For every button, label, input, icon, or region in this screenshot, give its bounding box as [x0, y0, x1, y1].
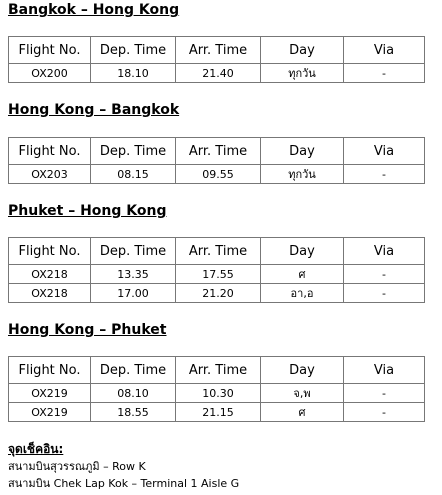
header-flight-no: Flight No. [9, 238, 91, 265]
header-dep-time: Dep. Time [91, 357, 176, 384]
cell-dep-time: 08.15 [91, 165, 176, 184]
table-row [9, 284, 425, 303]
cell-dep-time: 13.35 [91, 265, 176, 284]
cell-flight-no: OX218 [9, 265, 91, 284]
cell-dep-time: 17.00 [91, 284, 176, 303]
header-dep-time: Dep. Time [91, 238, 176, 265]
cell-via: - [344, 284, 425, 303]
cell-via: - [344, 265, 425, 284]
checkin-info [8, 441, 239, 492]
route-title: Hong Kong – Bangkok [8, 102, 180, 118]
schedule-table [8, 137, 425, 184]
cell-flight-no: OX200 [9, 64, 91, 83]
cell-day: ศ [261, 265, 344, 284]
header-arr-time: Arr. Time [176, 37, 261, 64]
header-via: Via [344, 357, 425, 384]
table-header-row [9, 238, 425, 265]
header-arr-time: Arr. Time [176, 238, 261, 265]
header-flight-no: Flight No. [9, 37, 91, 64]
schedule-table [8, 237, 425, 303]
table-row [9, 165, 425, 184]
header-dep-time: Dep. Time [91, 37, 176, 64]
cell-day: ทุกวัน [261, 64, 344, 83]
table-header-row [9, 138, 425, 165]
header-flight-no: Flight No. [9, 357, 91, 384]
route-title: Bangkok – Hong Kong [8, 2, 180, 18]
header-arr-time: Arr. Time [176, 138, 261, 165]
cell-flight-no: OX219 [9, 384, 91, 403]
header-day: Day [261, 357, 344, 384]
cell-dep-time: 18.55 [91, 403, 176, 422]
header-via: Via [344, 238, 425, 265]
route-title: Phuket – Hong Kong [8, 203, 167, 219]
route-title: Hong Kong – Phuket [8, 322, 167, 338]
cell-arr-time: 21.20 [176, 284, 261, 303]
cell-via: - [344, 165, 425, 184]
table-row [9, 384, 425, 403]
cell-flight-no: OX218 [9, 284, 91, 303]
header-day: Day [261, 37, 344, 64]
cell-day: ทุกวัน [261, 165, 344, 184]
schedule-table [8, 356, 425, 422]
checkin-line: สนามบิน Chek Lap Kok – Terminal 1 Aisle G [8, 477, 240, 490]
checkin-title: จุดเช็คอิน: [8, 442, 64, 456]
header-day: Day [261, 238, 344, 265]
schedule-table [8, 36, 425, 83]
cell-day: จ,พ [261, 384, 344, 403]
checkin-line: สนามบินสุวรรณภูมิ – Row K [8, 460, 146, 473]
cell-flight-no: OX203 [9, 165, 91, 184]
cell-arr-time: 21.15 [176, 403, 261, 422]
cell-dep-time: 08.10 [91, 384, 176, 403]
header-day: Day [261, 138, 344, 165]
header-flight-no: Flight No. [9, 138, 91, 165]
table-header-row [9, 357, 425, 384]
header-arr-time: Arr. Time [176, 357, 261, 384]
cell-arr-time: 09.55 [176, 165, 261, 184]
cell-via: - [344, 384, 425, 403]
cell-arr-time: 21.40 [176, 64, 261, 83]
cell-via: - [344, 64, 425, 83]
header-via: Via [344, 138, 425, 165]
table-row [9, 265, 425, 284]
table-row [9, 403, 425, 422]
header-dep-time: Dep. Time [91, 138, 176, 165]
cell-day: อา,อ [261, 284, 344, 303]
cell-flight-no: OX219 [9, 403, 91, 422]
cell-day: ศ [261, 403, 344, 422]
table-row [9, 64, 425, 83]
header-via: Via [344, 37, 425, 64]
cell-arr-time: 17.55 [176, 265, 261, 284]
table-header-row [9, 37, 425, 64]
cell-via: - [344, 403, 425, 422]
cell-arr-time: 10.30 [176, 384, 261, 403]
cell-dep-time: 18.10 [91, 64, 176, 83]
